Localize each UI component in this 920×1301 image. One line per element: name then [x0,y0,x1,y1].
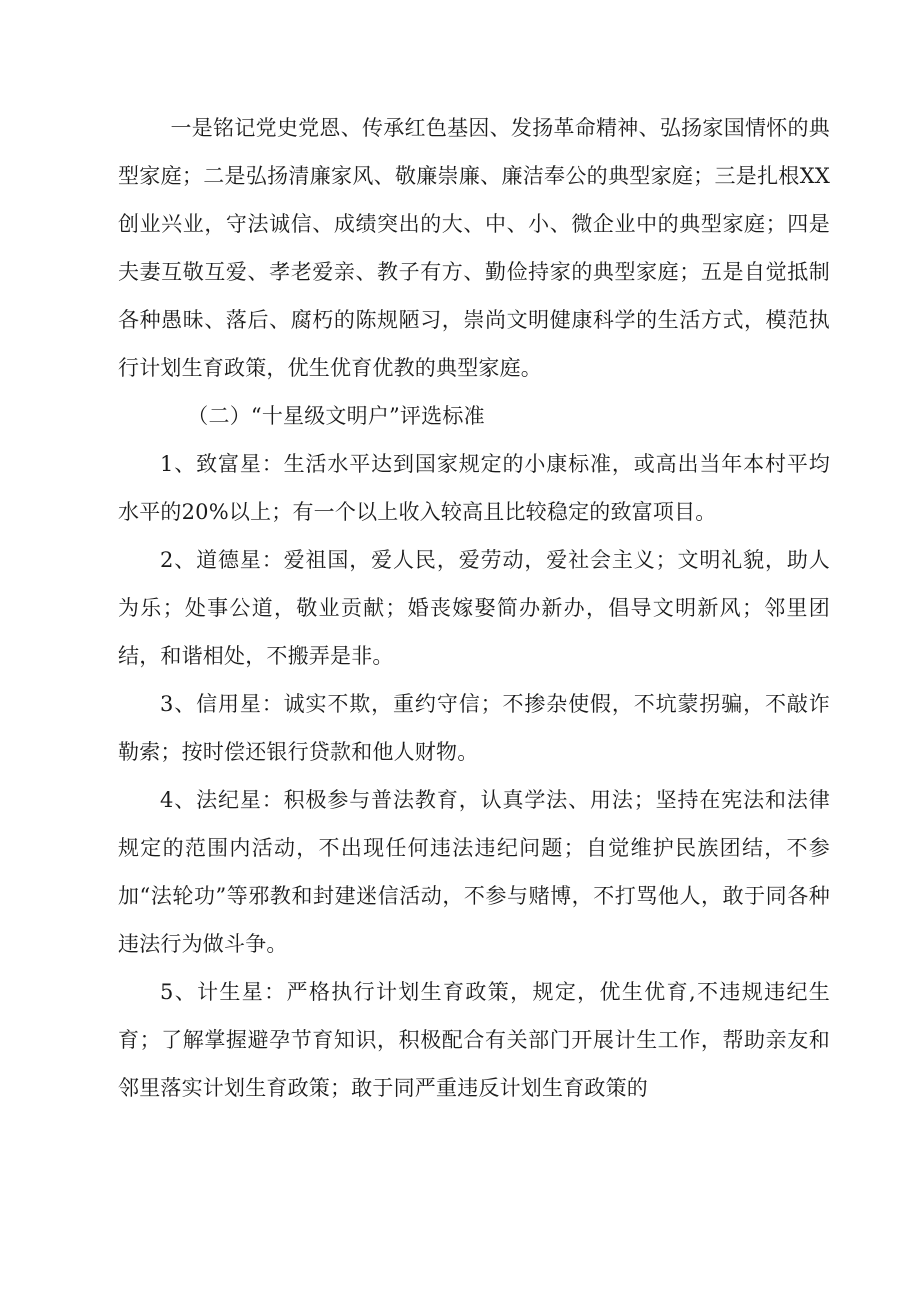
intro-paragraph: 一是铭记党史党恩、传承红色基因、发扬革命精神、弘扬家国情怀的典型家庭；二是弘扬清廉家风、敬廉崇廉、廉洁奉公的典型家庭；三是扎根XX创业兴业，守法诚信、成绩突出的大、中、小、微企业中的典型家庭；四是夫妻互敬互爱、孝老爱亲、教子有方、勤俭持家的典型家庭；五是自觉抵制各种愚昧、落后、腐朽的陈规陋习，崇尚文明健康科学的生活方式，模范执行计划生育政策，优生优育优教的典型家庭。 [118,116,830,380]
criteria-item-3: 3、信用星：诚实不欺，重约守信；不掺杂使假，不坑蒙拐骗，不敲诈勒索；按时偿还银行贷款和他人财物。 [118,692,830,764]
section-heading: （二）“十星级文明户”评选标准 [187,404,485,428]
criteria-item-1: 1、致富星：生活水平达到国家规定的小康标准，或高出当年本村平均水平的20%以上；有一个以上收入较高且比较稳定的致富项目。 [118,452,830,524]
criteria-item-4: 4、法纪星：积极参与普法教育，认真学法、用法；坚持在宪法和法律规定的范围内活动，不出现任何违法违纪问题；自觉维护民族团结，不参加“法轮功”等邪教和封建迷信活动，不参与赌博，不打骂他人，敢于同各种违法行为做斗争。 [118,788,830,956]
criteria-item-2: 2、道德星：爱祖国，爱人民，爱劳动，爱社会主义；文明礼貌，助人为乐；处事公道，敬业贡献；婚丧嫁娶简办新办，倡导文明新风；邻里团结，和谐相处，不搬弄是非。 [118,548,830,668]
criteria-item-5: 5、计生星：严格执行计划生育政策，规定，优生优育,不违规违纪生育；了解掌握避孕节育知识，积极配合有关部门开展计生工作，帮助亲友和邻里落实计划生育政策；敢于同严重违反计划生育政策的 [118,980,830,1100]
document-body [118,104,830,1112]
